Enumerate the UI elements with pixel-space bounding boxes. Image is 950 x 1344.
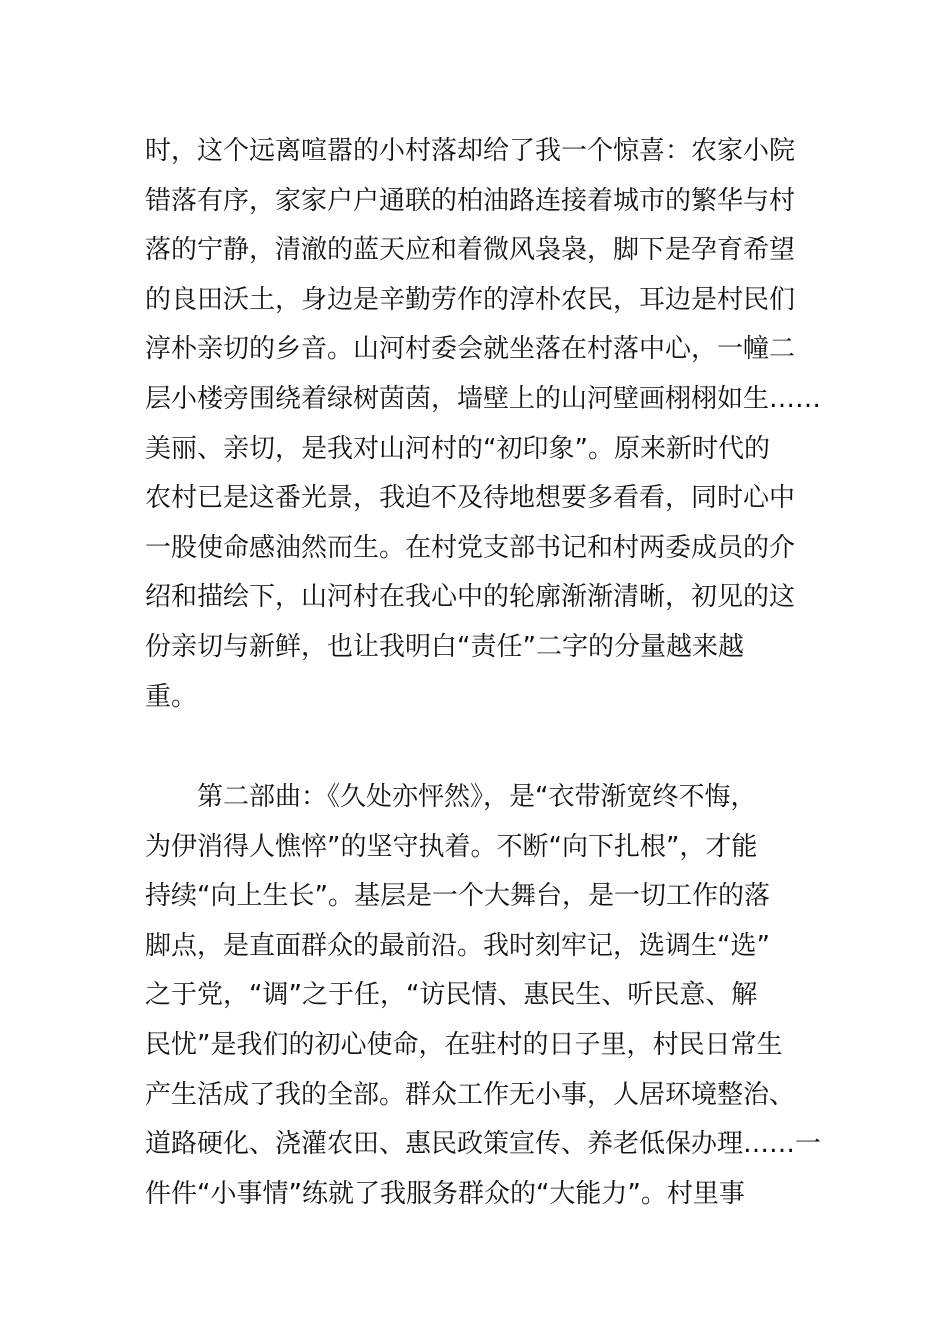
paragraph-line: 落的宁静，清澈的蓝天应和着微风袅袅，脚下是孕育希望 bbox=[145, 235, 796, 266]
paragraph-line-indented: 第二部曲：《久处亦怦然》，是“衣带渐宽终不悔， bbox=[197, 782, 757, 812]
paragraph-line: 产生活成了我的全部。群众工作无小事，人居环境整治、 bbox=[145, 1079, 796, 1110]
paragraph-line: 的良田沃土，身边是辛勤劳作的淳朴农民，耳边是村民们 bbox=[145, 284, 796, 315]
paragraph-line: 时，这个远离喧嚣的小村落却给了我一个惊喜：农家小院 bbox=[145, 136, 796, 166]
paragraph-line: 之于党，“调”之于任，“访民情、惠民生、听民意、解 bbox=[145, 980, 758, 1011]
paragraph-line: 件件“小事情”练就了我服务群众的“大能力”。村里事 bbox=[145, 1178, 745, 1209]
paragraph-line: 份亲切与新鲜，也让我明白“责任”二字的分量越来越 bbox=[145, 631, 744, 662]
paragraph-line: 农村已是这番光景，我迫不及待地想要多看看，同时心中 bbox=[145, 483, 796, 514]
paragraph-line: 错落有序，家家户户通联的柏油路连接着城市的繁华与村 bbox=[145, 185, 796, 216]
paragraph-line: 一股使命感油然而生。在村党支部书记和村两委成员的介 bbox=[145, 532, 796, 563]
paragraph-line: 淳朴亲切的乡音。山河村委会就坐落在村落中心，一幢二 bbox=[145, 334, 796, 365]
paragraph-line: 脚点，是直面群众的最前沿。我时刻牢记，选调生“选” bbox=[145, 930, 770, 961]
paragraph-first-impression bbox=[145, 127, 822, 722]
paragraph-line: 持续“向上生长”。基层是一个大舞台，是一切工作的落 bbox=[145, 881, 770, 912]
paragraph-line: 美丽、亲切，是我对山河村的“初印象”。原来新时代的 bbox=[145, 433, 770, 464]
paragraph-second-movement bbox=[145, 773, 822, 1219]
paragraph-line: 绍和描绘下，山河村在我心中的轮廓渐渐清晰，初见的这 bbox=[145, 582, 796, 613]
paragraph-line: 民忧”是我们的初心使命，在驻村的日子里，村民日常生 bbox=[145, 1029, 783, 1060]
paragraph-line: 层小楼旁围绕着绿树茵茵，墙壁上的山河壁画栩栩如生…… bbox=[145, 383, 822, 414]
paragraph-line: 为伊消得人憔悴”的坚守执着。不断“向下扎根”，才能 bbox=[145, 831, 758, 862]
paragraph-line: 重。 bbox=[145, 681, 198, 712]
paragraph-line: 道路硬化、浇灌农田、惠民政策宣传、养老低保办理……一 bbox=[145, 1129, 822, 1160]
